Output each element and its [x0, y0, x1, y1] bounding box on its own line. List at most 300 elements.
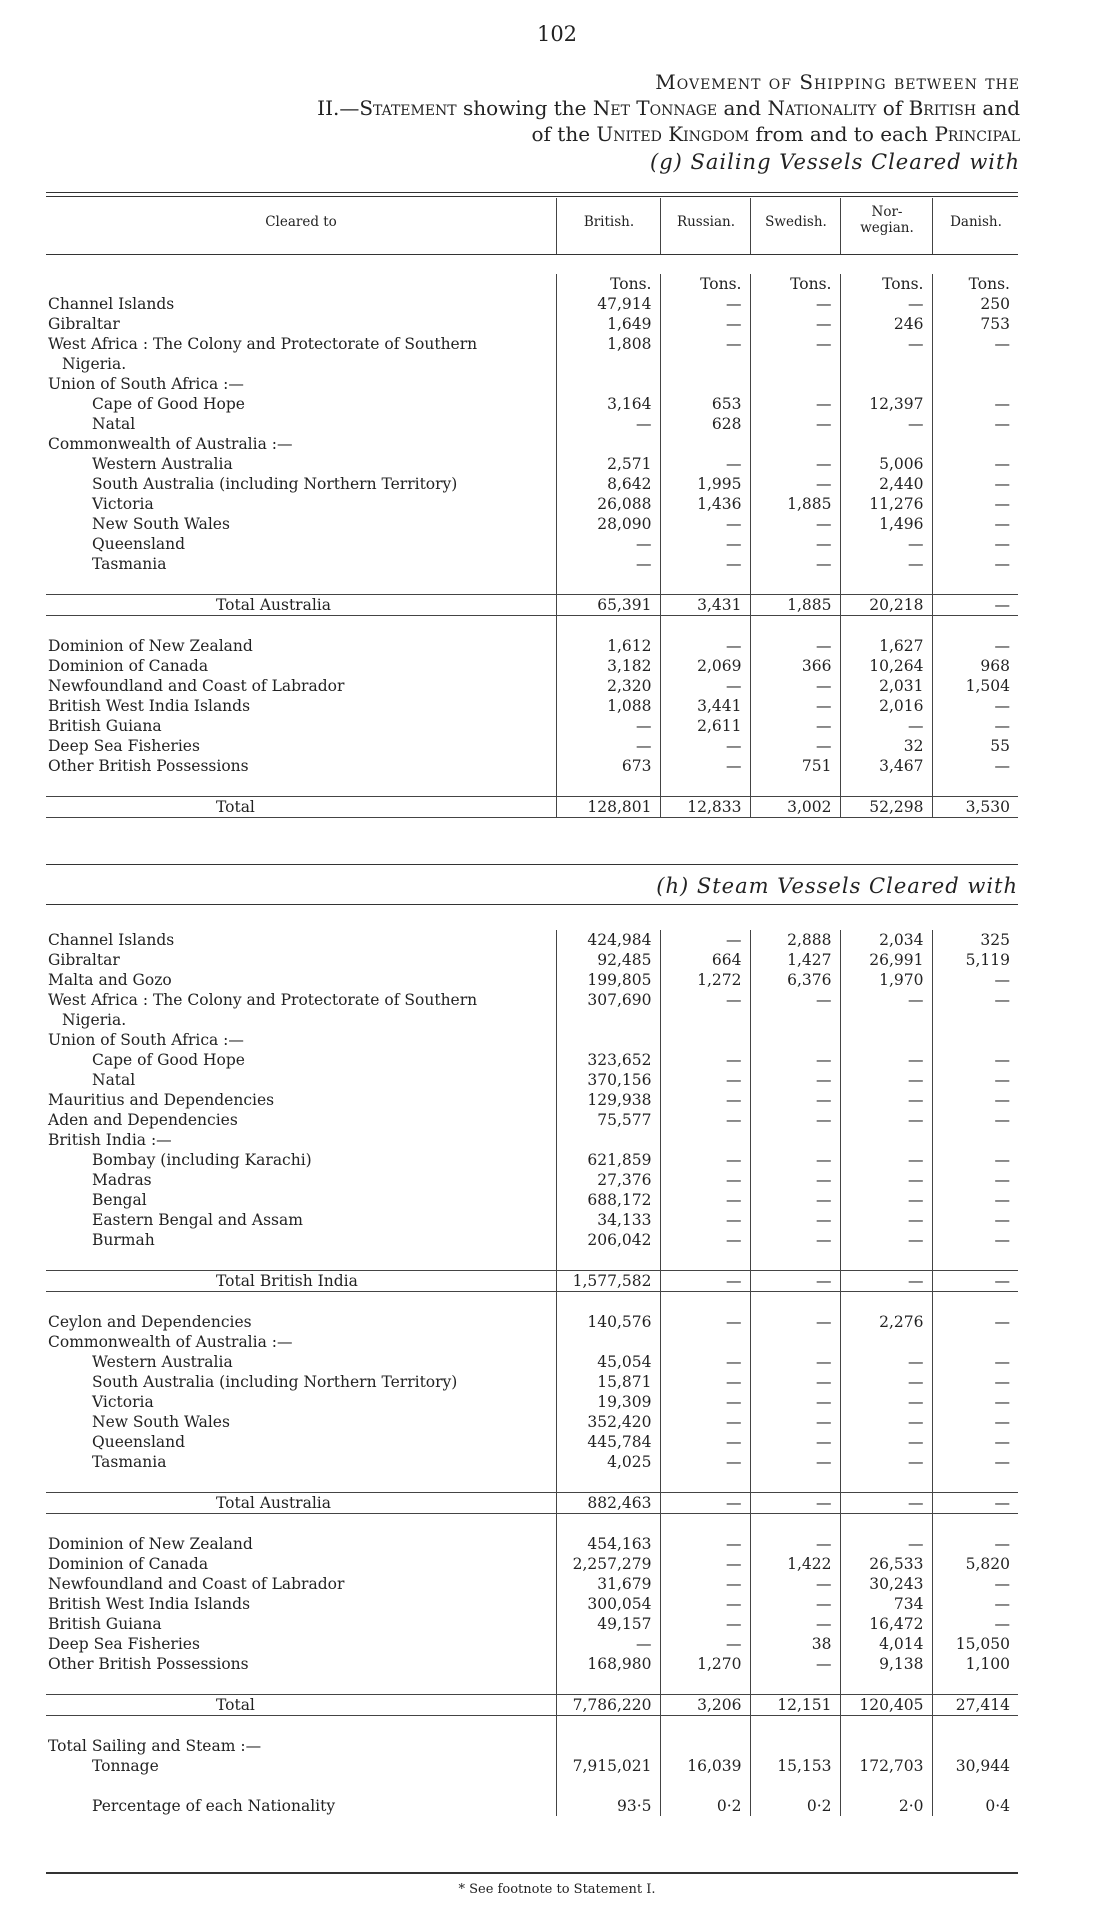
- table-row: [46, 474, 1018, 494]
- value-cell: —: [840, 1150, 932, 1170]
- steam-header-rule: [46, 904, 1018, 905]
- value-cell: 1,422: [750, 1554, 840, 1574]
- table-row: [46, 990, 1018, 1010]
- value-cell: —: [932, 514, 1018, 534]
- column-header-text: Danish.: [950, 214, 1002, 230]
- value-cell: —: [932, 636, 1018, 656]
- value-cell: —: [932, 1070, 1018, 1090]
- value-cell: —: [840, 1110, 932, 1130]
- row-label: South Australia (including Northern Territory): [92, 475, 458, 493]
- value-cell: [556, 1292, 660, 1313]
- units-cell: Tons.: [840, 274, 932, 294]
- value-cell: 0·4: [932, 1796, 1018, 1816]
- table-row: [46, 494, 1018, 514]
- value-cell: —: [932, 1412, 1018, 1432]
- value-cell: —: [660, 1634, 750, 1654]
- value-cell: [660, 1130, 750, 1150]
- table-row: [46, 716, 1018, 736]
- value-cell: [750, 776, 840, 797]
- value-cell: —: [932, 1614, 1018, 1634]
- value-cell: 12,833: [660, 797, 750, 818]
- table-row: [46, 394, 1018, 414]
- value-cell: [750, 1010, 840, 1030]
- value-cell: —: [840, 1271, 932, 1292]
- value-cell: 15,050: [932, 1634, 1018, 1654]
- value-cell: [840, 1250, 932, 1271]
- row-label: Total Sailing and Steam :—: [48, 1737, 262, 1755]
- value-cell: —: [750, 1574, 840, 1594]
- table-row: [46, 756, 1018, 776]
- section-divider: [46, 864, 1018, 865]
- value-cell: [932, 1674, 1018, 1695]
- value-cell: 2,034: [840, 930, 932, 950]
- value-cell: [556, 1674, 660, 1695]
- value-cell: [932, 434, 1018, 454]
- steam-section-heading: (h) Steam Vessels Cleared with: [656, 874, 1018, 898]
- row-label: Queensland: [92, 535, 186, 553]
- value-cell: —: [840, 1493, 932, 1514]
- value-cell: —: [660, 1050, 750, 1070]
- total-row: [46, 1493, 1018, 1514]
- value-cell: [556, 374, 660, 394]
- column-header-swedish: [750, 198, 841, 254]
- value-cell: —: [750, 636, 840, 656]
- column-header-norwegian: [840, 198, 933, 254]
- value-cell: 4,025: [556, 1452, 660, 1472]
- value-cell: 3,002: [750, 797, 840, 818]
- table-row: [46, 294, 1018, 314]
- statement-label: II.—Statement: [317, 96, 457, 120]
- table-row: [46, 1614, 1018, 1634]
- spacer-row: [46, 1716, 1018, 1737]
- value-cell: —: [660, 1493, 750, 1514]
- value-cell: 199,805: [556, 970, 660, 990]
- value-cell: 49,157: [556, 1614, 660, 1634]
- header-text: Principal: [934, 122, 1020, 146]
- row-label: Union of South Africa :—: [48, 1031, 244, 1049]
- value-cell: [840, 1716, 932, 1737]
- value-cell: —: [556, 534, 660, 554]
- value-cell: [660, 1776, 750, 1796]
- table-row: [46, 1634, 1018, 1654]
- table-row: [46, 354, 1018, 374]
- value-cell: 129,938: [556, 1090, 660, 1110]
- value-cell: —: [556, 554, 660, 574]
- header-text: and: [717, 96, 768, 120]
- value-cell: —: [750, 554, 840, 574]
- value-cell: 34,133: [556, 1210, 660, 1230]
- value-cell: 628: [660, 414, 750, 434]
- value-cell: 325: [932, 930, 1018, 950]
- table-row: [46, 1796, 1018, 1816]
- header-rule-top: [46, 192, 1018, 193]
- header-text: Net Tonnage: [592, 96, 718, 120]
- header-rule-top-2: [46, 196, 1018, 197]
- value-cell: —: [932, 1050, 1018, 1070]
- value-cell: —: [840, 334, 932, 354]
- value-cell: —: [750, 696, 840, 716]
- value-cell: —: [660, 930, 750, 950]
- value-cell: 3,530: [932, 797, 1018, 818]
- value-cell: [750, 616, 840, 637]
- table-row: [46, 1332, 1018, 1352]
- value-cell: 7,786,220: [556, 1695, 660, 1716]
- value-cell: —: [932, 595, 1018, 616]
- table-row: [46, 1654, 1018, 1674]
- value-cell: 2·0: [840, 1796, 932, 1816]
- value-cell: —: [932, 716, 1018, 736]
- row-label: Tasmania: [92, 555, 167, 573]
- value-cell: [932, 1030, 1018, 1050]
- value-cell: —: [932, 334, 1018, 354]
- value-cell: [660, 354, 750, 374]
- value-cell: —: [750, 1654, 840, 1674]
- value-cell: —: [750, 534, 840, 554]
- value-cell: [660, 1332, 750, 1352]
- value-cell: 75,577: [556, 1110, 660, 1130]
- value-cell: [660, 1292, 750, 1313]
- value-cell: —: [750, 1170, 840, 1190]
- table-row: [46, 1190, 1018, 1210]
- row-label: Dominion of Canada: [48, 1555, 209, 1573]
- value-cell: 2,440: [840, 474, 932, 494]
- column-header-british: [556, 198, 661, 254]
- value-cell: —: [660, 314, 750, 334]
- row-label: Tonnage: [92, 1757, 159, 1775]
- value-cell: 30,243: [840, 1574, 932, 1594]
- value-cell: 6,376: [750, 970, 840, 990]
- value-cell: 20,218: [840, 595, 932, 616]
- value-cell: —: [660, 1352, 750, 1372]
- value-cell: 32: [840, 736, 932, 756]
- value-cell: 664: [660, 950, 750, 970]
- value-cell: —: [660, 636, 750, 656]
- value-cell: 27,376: [556, 1170, 660, 1190]
- value-cell: 307,690: [556, 990, 660, 1010]
- column-header-label: [46, 198, 556, 254]
- value-cell: 7,915,021: [556, 1756, 660, 1776]
- value-cell: 15,871: [556, 1372, 660, 1392]
- value-cell: —: [660, 1110, 750, 1130]
- units-cell: Tons.: [750, 274, 840, 294]
- value-cell: [556, 616, 660, 637]
- value-cell: 352,420: [556, 1412, 660, 1432]
- table-row: [46, 454, 1018, 474]
- value-cell: —: [750, 1050, 840, 1070]
- table-row: [46, 930, 1018, 950]
- column-header-danish: [932, 198, 1019, 254]
- value-cell: —: [556, 1634, 660, 1654]
- value-cell: —: [932, 1534, 1018, 1554]
- value-cell: 2,611: [660, 716, 750, 736]
- value-cell: —: [750, 514, 840, 534]
- value-cell: [750, 1674, 840, 1695]
- value-cell: —: [750, 716, 840, 736]
- value-cell: —: [932, 1170, 1018, 1190]
- value-cell: [556, 1514, 660, 1535]
- value-cell: [840, 1130, 932, 1150]
- column-header-text-b: wegian.: [860, 220, 914, 236]
- value-cell: —: [840, 1230, 932, 1250]
- value-cell: [660, 1716, 750, 1737]
- value-cell: [556, 434, 660, 454]
- table-row: [46, 1392, 1018, 1412]
- value-cell: —: [750, 1493, 840, 1514]
- value-cell: —: [840, 1050, 932, 1070]
- value-cell: [932, 374, 1018, 394]
- row-label: [46, 1674, 556, 1695]
- value-cell: 0·2: [750, 1796, 840, 1816]
- value-cell: 250: [932, 294, 1018, 314]
- value-cell: —: [932, 1230, 1018, 1250]
- value-cell: —: [750, 1412, 840, 1432]
- value-cell: —: [660, 294, 750, 314]
- value-cell: —: [660, 1210, 750, 1230]
- value-cell: 621,859: [556, 1150, 660, 1170]
- row-label: South Australia (including Northern Territory): [92, 1373, 458, 1391]
- value-cell: 168,980: [556, 1654, 660, 1674]
- value-cell: —: [932, 554, 1018, 574]
- units-label-cell: [46, 274, 556, 294]
- value-cell: [932, 574, 1018, 595]
- value-cell: 673: [556, 756, 660, 776]
- row-label: Newfoundland and Coast of Labrador: [48, 1575, 345, 1593]
- row-label: Bengal: [92, 1191, 147, 1209]
- value-cell: 19,309: [556, 1392, 660, 1412]
- value-cell: —: [840, 294, 932, 314]
- value-cell: 15,153: [750, 1756, 840, 1776]
- value-cell: [840, 1292, 932, 1313]
- row-label: Queensland: [92, 1433, 186, 1451]
- value-cell: [660, 776, 750, 797]
- value-cell: 1,577,582: [556, 1271, 660, 1292]
- header-line-2: [80, 96, 1020, 121]
- value-cell: [932, 1514, 1018, 1535]
- value-cell: 16,039: [660, 1756, 750, 1776]
- value-cell: —: [660, 1150, 750, 1170]
- value-cell: 2,031: [840, 676, 932, 696]
- row-label: Dominion of Canada: [48, 657, 209, 675]
- value-cell: [750, 1716, 840, 1737]
- value-cell: [840, 1030, 932, 1050]
- value-cell: [840, 1332, 932, 1352]
- value-cell: —: [932, 454, 1018, 474]
- value-cell: [556, 1716, 660, 1737]
- value-cell: —: [840, 414, 932, 434]
- table-row: [46, 1090, 1018, 1110]
- table-row: [46, 1312, 1018, 1332]
- value-cell: —: [750, 1352, 840, 1372]
- value-cell: 11,276: [840, 494, 932, 514]
- value-cell: —: [840, 1412, 932, 1432]
- value-cell: —: [750, 1210, 840, 1230]
- value-cell: —: [660, 1594, 750, 1614]
- value-cell: [932, 354, 1018, 374]
- value-cell: —: [660, 514, 750, 534]
- units-cell: Tons.: [556, 274, 660, 294]
- value-cell: [840, 1010, 932, 1030]
- value-cell: 246: [840, 314, 932, 334]
- value-cell: 1,496: [840, 514, 932, 534]
- value-cell: 3,182: [556, 656, 660, 676]
- table-row: [46, 514, 1018, 534]
- value-cell: [556, 1472, 660, 1493]
- value-cell: 454,163: [556, 1534, 660, 1554]
- value-cell: —: [750, 314, 840, 334]
- value-cell: —: [840, 1170, 932, 1190]
- value-cell: 2,276: [840, 1312, 932, 1332]
- value-cell: [556, 1010, 660, 1030]
- table-row: [46, 334, 1018, 354]
- table-row: [46, 1372, 1018, 1392]
- row-label: Natal: [92, 1071, 136, 1089]
- value-cell: —: [750, 1432, 840, 1452]
- header-text: from and to each: [749, 122, 935, 146]
- value-cell: —: [750, 334, 840, 354]
- header-rule-bottom: [46, 254, 1018, 255]
- table-row: [46, 1574, 1018, 1594]
- table-row: [46, 1050, 1018, 1070]
- value-cell: —: [840, 1090, 932, 1110]
- value-cell: [660, 1250, 750, 1271]
- row-label: Victoria: [92, 495, 154, 513]
- header-text: United Kingdom: [596, 122, 750, 146]
- value-cell: —: [750, 294, 840, 314]
- value-cell: —: [750, 676, 840, 696]
- value-cell: 323,652: [556, 1050, 660, 1070]
- value-cell: [556, 1736, 660, 1756]
- row-label: [46, 616, 556, 637]
- row-label: British Guiana: [48, 1615, 162, 1633]
- value-cell: —: [660, 1190, 750, 1210]
- row-label: West Africa : The Colony and Protectorate of Southern: [48, 335, 478, 353]
- sailing-vessels-table: [46, 274, 1018, 818]
- row-label: New South Wales: [92, 1413, 230, 1431]
- value-cell: —: [932, 534, 1018, 554]
- value-cell: [932, 1332, 1018, 1352]
- value-cell: —: [750, 1271, 840, 1292]
- row-label: Gibraltar: [48, 315, 120, 333]
- spacer-row: [46, 1674, 1018, 1695]
- value-cell: —: [932, 1090, 1018, 1110]
- header-text: Nationality: [767, 96, 877, 120]
- value-cell: —: [750, 394, 840, 414]
- value-cell: —: [556, 414, 660, 434]
- spacer-row: [46, 1292, 1018, 1313]
- row-label: Union of South Africa :—: [48, 375, 244, 393]
- units-cell: Tons.: [932, 274, 1018, 294]
- value-cell: 653: [660, 394, 750, 414]
- value-cell: 424,984: [556, 930, 660, 950]
- value-cell: [750, 434, 840, 454]
- value-cell: 2,069: [660, 656, 750, 676]
- value-cell: 52,298: [840, 797, 932, 818]
- value-cell: 1,970: [840, 970, 932, 990]
- value-cell: —: [932, 494, 1018, 514]
- value-cell: 9,138: [840, 1654, 932, 1674]
- value-cell: 2,016: [840, 696, 932, 716]
- value-cell: —: [750, 990, 840, 1010]
- value-cell: [660, 1736, 750, 1756]
- header-text: of: [876, 96, 909, 120]
- value-cell: —: [840, 1534, 932, 1554]
- row-label: Other British Possessions: [48, 757, 249, 775]
- value-cell: —: [932, 990, 1018, 1010]
- units-row: [46, 274, 1018, 294]
- row-label: Commonwealth of Australia :—: [48, 1333, 293, 1351]
- value-cell: 2,571: [556, 454, 660, 474]
- row-label: Eastern Bengal and Assam: [92, 1211, 303, 1229]
- value-cell: —: [660, 534, 750, 554]
- value-cell: [556, 1250, 660, 1271]
- row-label: [46, 574, 556, 595]
- table-row: [46, 1554, 1018, 1574]
- value-cell: 882,463: [556, 1493, 660, 1514]
- value-cell: —: [932, 414, 1018, 434]
- value-cell: 300,054: [556, 1594, 660, 1614]
- table-row: [46, 1736, 1018, 1756]
- value-cell: 1,100: [932, 1654, 1018, 1674]
- value-cell: —: [932, 1110, 1018, 1130]
- value-cell: 8,642: [556, 474, 660, 494]
- value-cell: [932, 1250, 1018, 1271]
- table-row: [46, 736, 1018, 756]
- spacer-row: [46, 574, 1018, 595]
- value-cell: —: [750, 1594, 840, 1614]
- value-cell: [556, 354, 660, 374]
- column-header-text: [841, 204, 933, 236]
- value-cell: 38: [750, 1634, 840, 1654]
- value-cell: 27,414: [932, 1695, 1018, 1716]
- value-cell: 3,206: [660, 1695, 750, 1716]
- table-row: [46, 554, 1018, 574]
- value-cell: 26,533: [840, 1554, 932, 1574]
- row-label: Channel Islands: [48, 295, 175, 313]
- value-cell: [932, 1716, 1018, 1737]
- value-cell: 120,405: [840, 1695, 932, 1716]
- table-row: [46, 1534, 1018, 1554]
- value-cell: 140,576: [556, 1312, 660, 1332]
- value-cell: —: [556, 736, 660, 756]
- sailing-section-heading: (g) Sailing Vessels Cleared with: [650, 150, 1020, 174]
- row-label: British West India Islands: [48, 697, 251, 715]
- value-cell: 366: [750, 656, 840, 676]
- row-label: Deep Sea Fisheries: [48, 1635, 200, 1653]
- value-cell: —: [660, 736, 750, 756]
- value-cell: —: [750, 1392, 840, 1412]
- value-cell: 172,703: [840, 1756, 932, 1776]
- value-cell: [750, 574, 840, 595]
- value-cell: [932, 1472, 1018, 1493]
- row-label: Tasmania: [92, 1453, 167, 1471]
- value-cell: [750, 1514, 840, 1535]
- header-line-3: [80, 122, 1020, 147]
- value-cell: —: [660, 1372, 750, 1392]
- value-cell: 753: [932, 314, 1018, 334]
- table-row: [46, 1594, 1018, 1614]
- row-label: Cape of Good Hope: [92, 395, 245, 413]
- spacer-row: [46, 1514, 1018, 1535]
- value-cell: 968: [932, 656, 1018, 676]
- value-cell: [750, 1030, 840, 1050]
- value-cell: 1,885: [750, 494, 840, 514]
- value-cell: [840, 1674, 932, 1695]
- value-cell: —: [840, 1452, 932, 1472]
- column-header-text-a: Nor-: [871, 204, 903, 220]
- row-label: Newfoundland and Coast of Labrador: [48, 677, 345, 695]
- value-cell: 3,431: [660, 595, 750, 616]
- row-label: Total British India: [216, 1272, 358, 1290]
